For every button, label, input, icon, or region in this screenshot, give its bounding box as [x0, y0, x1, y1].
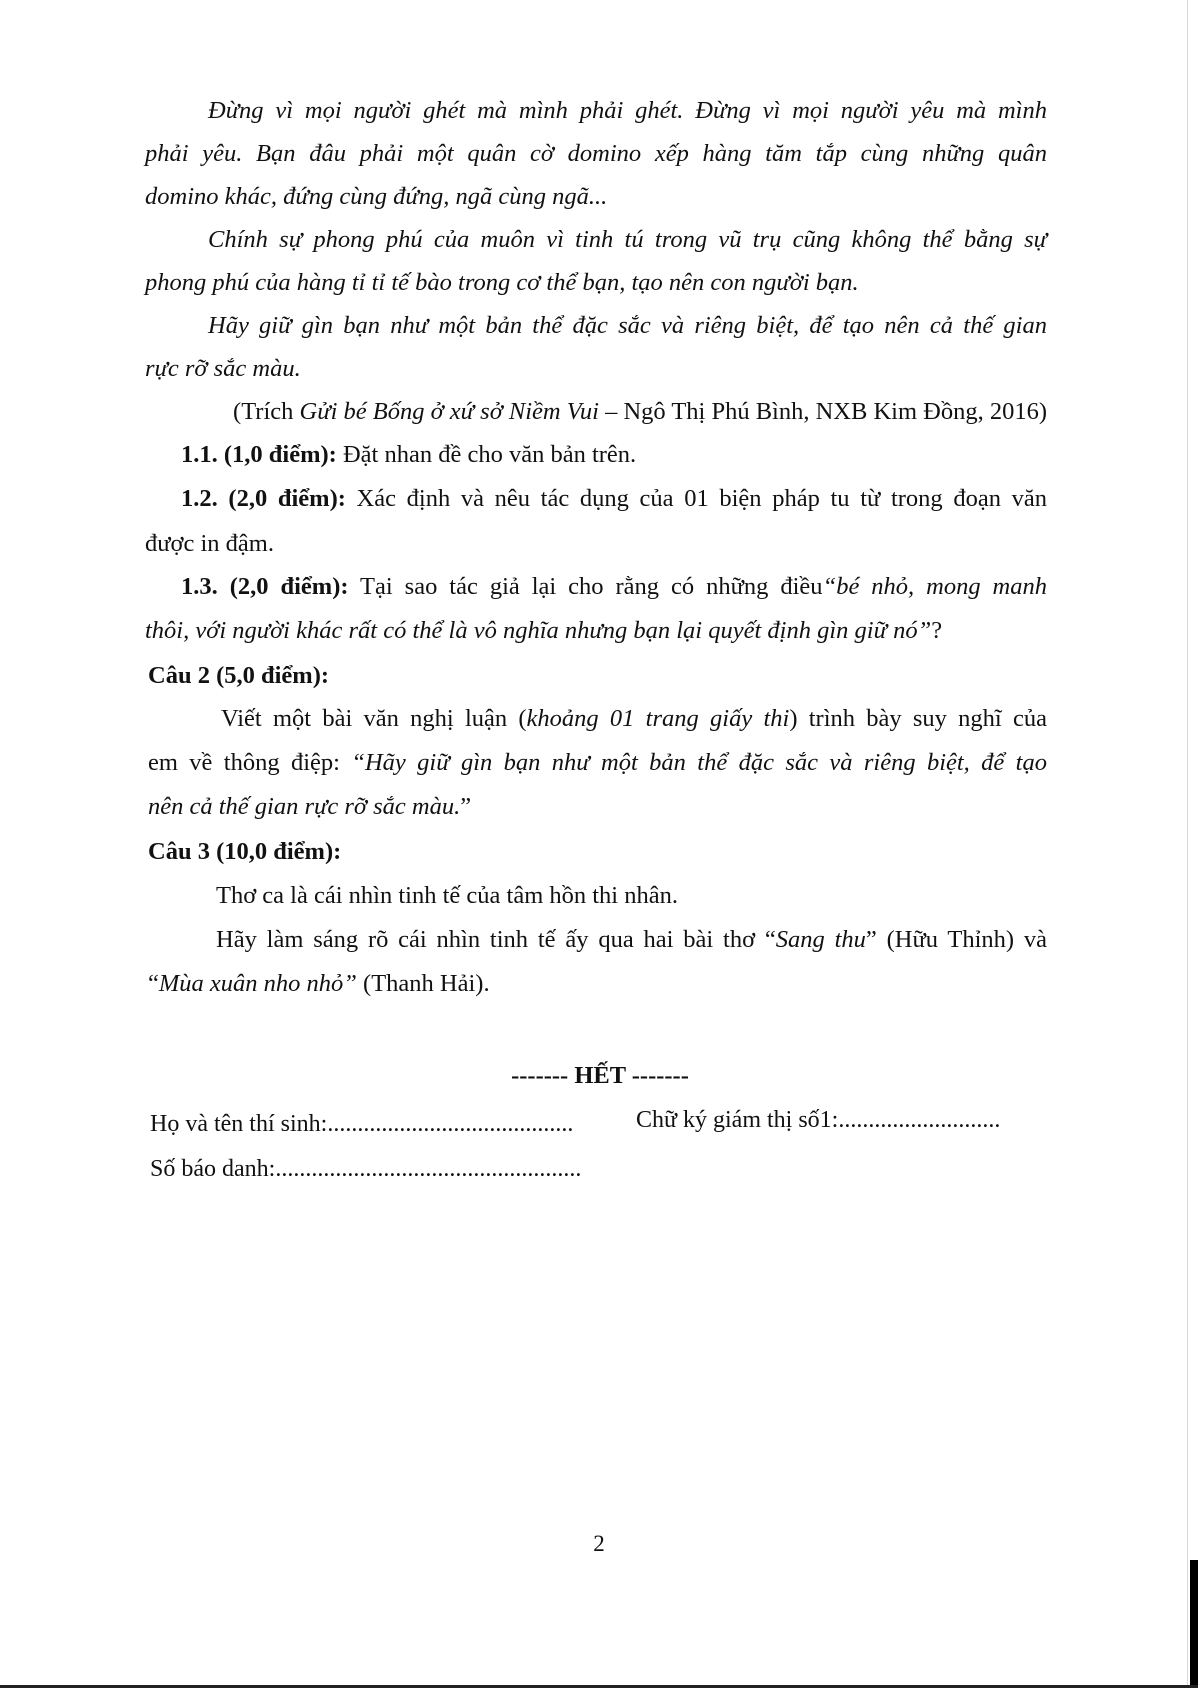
cau2-quote: nên cả thế gian rực rỡ sắc màu. — [148, 793, 461, 820]
scan-edge-mark — [1190, 1560, 1198, 1688]
question-text: Xác định và nêu tác dụng của 01 biện pháp tu từ trong đoạn văn — [345, 485, 1047, 512]
cau2-quote: “Hãy giữ gìn bạn như một bản thể đặc sắc và riêng biệt, để tạo — [351, 749, 1047, 776]
question-1-2-cont: được in đậm. — [145, 530, 274, 557]
question-1-3-cont — [145, 615, 1047, 647]
cau2-text: ” — [460, 793, 472, 820]
question-label: 1.1. (1,0 điểm): — [181, 441, 337, 468]
cau3-text: (Thanh Hải). — [356, 970, 490, 997]
cau2-text: em về thông điệp: — [148, 749, 352, 776]
passage-line: phong phú của hàng tỉ tỉ tế bào trong cơ thể bạn, tạo nên con người bạn. — [145, 269, 859, 296]
page-number: 2 — [593, 1531, 605, 1556]
question-label: 1.3. (2,0 điểm): — [181, 573, 349, 600]
question-quote: thôi, với người khác rất có thể là vô nghĩa nhưng bạn lại quyết định gìn giữ nó” — [145, 617, 932, 644]
source-title: Gửi bé Bống ở xứ sở Niềm Vui — [299, 398, 599, 425]
candidate-number-field: Số báo danh:................................................... — [150, 1156, 582, 1182]
question-1-2 — [181, 483, 1047, 515]
passage-line: Chính sự phong phú của muôn vì tinh tú trong vũ trụ cũng không thể bằng sự — [208, 226, 1047, 253]
cau3-line — [148, 968, 1050, 1000]
cau3-heading: Câu 3 (10,0 điểm): — [148, 838, 342, 865]
question-text: Đặt nhan đề cho văn bản trên. — [336, 441, 637, 468]
question-1-1 — [181, 439, 1047, 471]
question-end: ? — [931, 617, 943, 644]
cau2-line — [148, 791, 1050, 823]
source-prefix: (Trích — [233, 398, 300, 425]
cau3-text: “ — [148, 970, 159, 997]
supervisor-signature-field: Chữ ký giám thị số1:........................... — [636, 1107, 1001, 1133]
end-marker: ------- HẾT ------- — [511, 1062, 689, 1089]
passage-line: rực rỡ sắc màu. — [145, 355, 301, 382]
scan-edge-line — [1187, 0, 1188, 1688]
cau2-emph: khoảng 01 trang giấy thi — [526, 705, 790, 732]
cau2-heading: Câu 2 (5,0 điểm): — [148, 662, 330, 689]
cau3-text: Hãy làm sáng rõ cái nhìn tinh tế ấy qua hai bài thơ “ — [216, 926, 776, 953]
cau2-line — [148, 747, 1047, 779]
question-label: 1.2. (2,0 điểm): — [181, 485, 346, 512]
cau2-text: ) trình bày suy nghĩ của — [789, 705, 1047, 732]
passage-line: phải yêu. Bạn đâu phải một quân cờ domino xếp hàng tăm tắp cùng những quân — [145, 140, 1047, 167]
question-1-3 — [181, 571, 1047, 603]
cau3-poem-title: Sang thu — [775, 926, 866, 953]
candidate-name-field: Họ và tên thí sinh:......................................... — [150, 1111, 574, 1137]
passage-line: domino khác, đứng cùng đứng, ngã cùng ngã... — [145, 183, 608, 210]
passage-line: Đừng vì mọi người ghét mà mình phải ghét. Đừng vì mọi người yêu mà mình — [208, 97, 1047, 124]
question-quote: “bé nhỏ, mong manh — [822, 573, 1047, 600]
source-suffix: – Ngô Thị Phú Bình, NXB Kim Đồng, 2016) — [598, 398, 1047, 425]
cau3-text: ” (Hữu Thỉnh) và — [865, 926, 1048, 953]
cau3-poem-title: Mùa xuân nho nhỏ” — [158, 970, 357, 997]
cau2-line — [148, 703, 1047, 735]
source-citation — [145, 396, 1047, 428]
cau3-line — [216, 924, 1047, 956]
cau2-text: Viết một bài văn nghị luận ( — [221, 705, 527, 732]
cau3-line: Thơ ca là cái nhìn tinh tế của tâm hồn thi nhân. — [216, 882, 678, 909]
question-text: Tại sao tác giả lại cho rằng có những điều — [348, 573, 823, 600]
passage-line: Hãy giữ gìn bạn như một bản thể đặc sắc và riêng biệt, để tạo nên cả thế gian — [208, 312, 1047, 339]
